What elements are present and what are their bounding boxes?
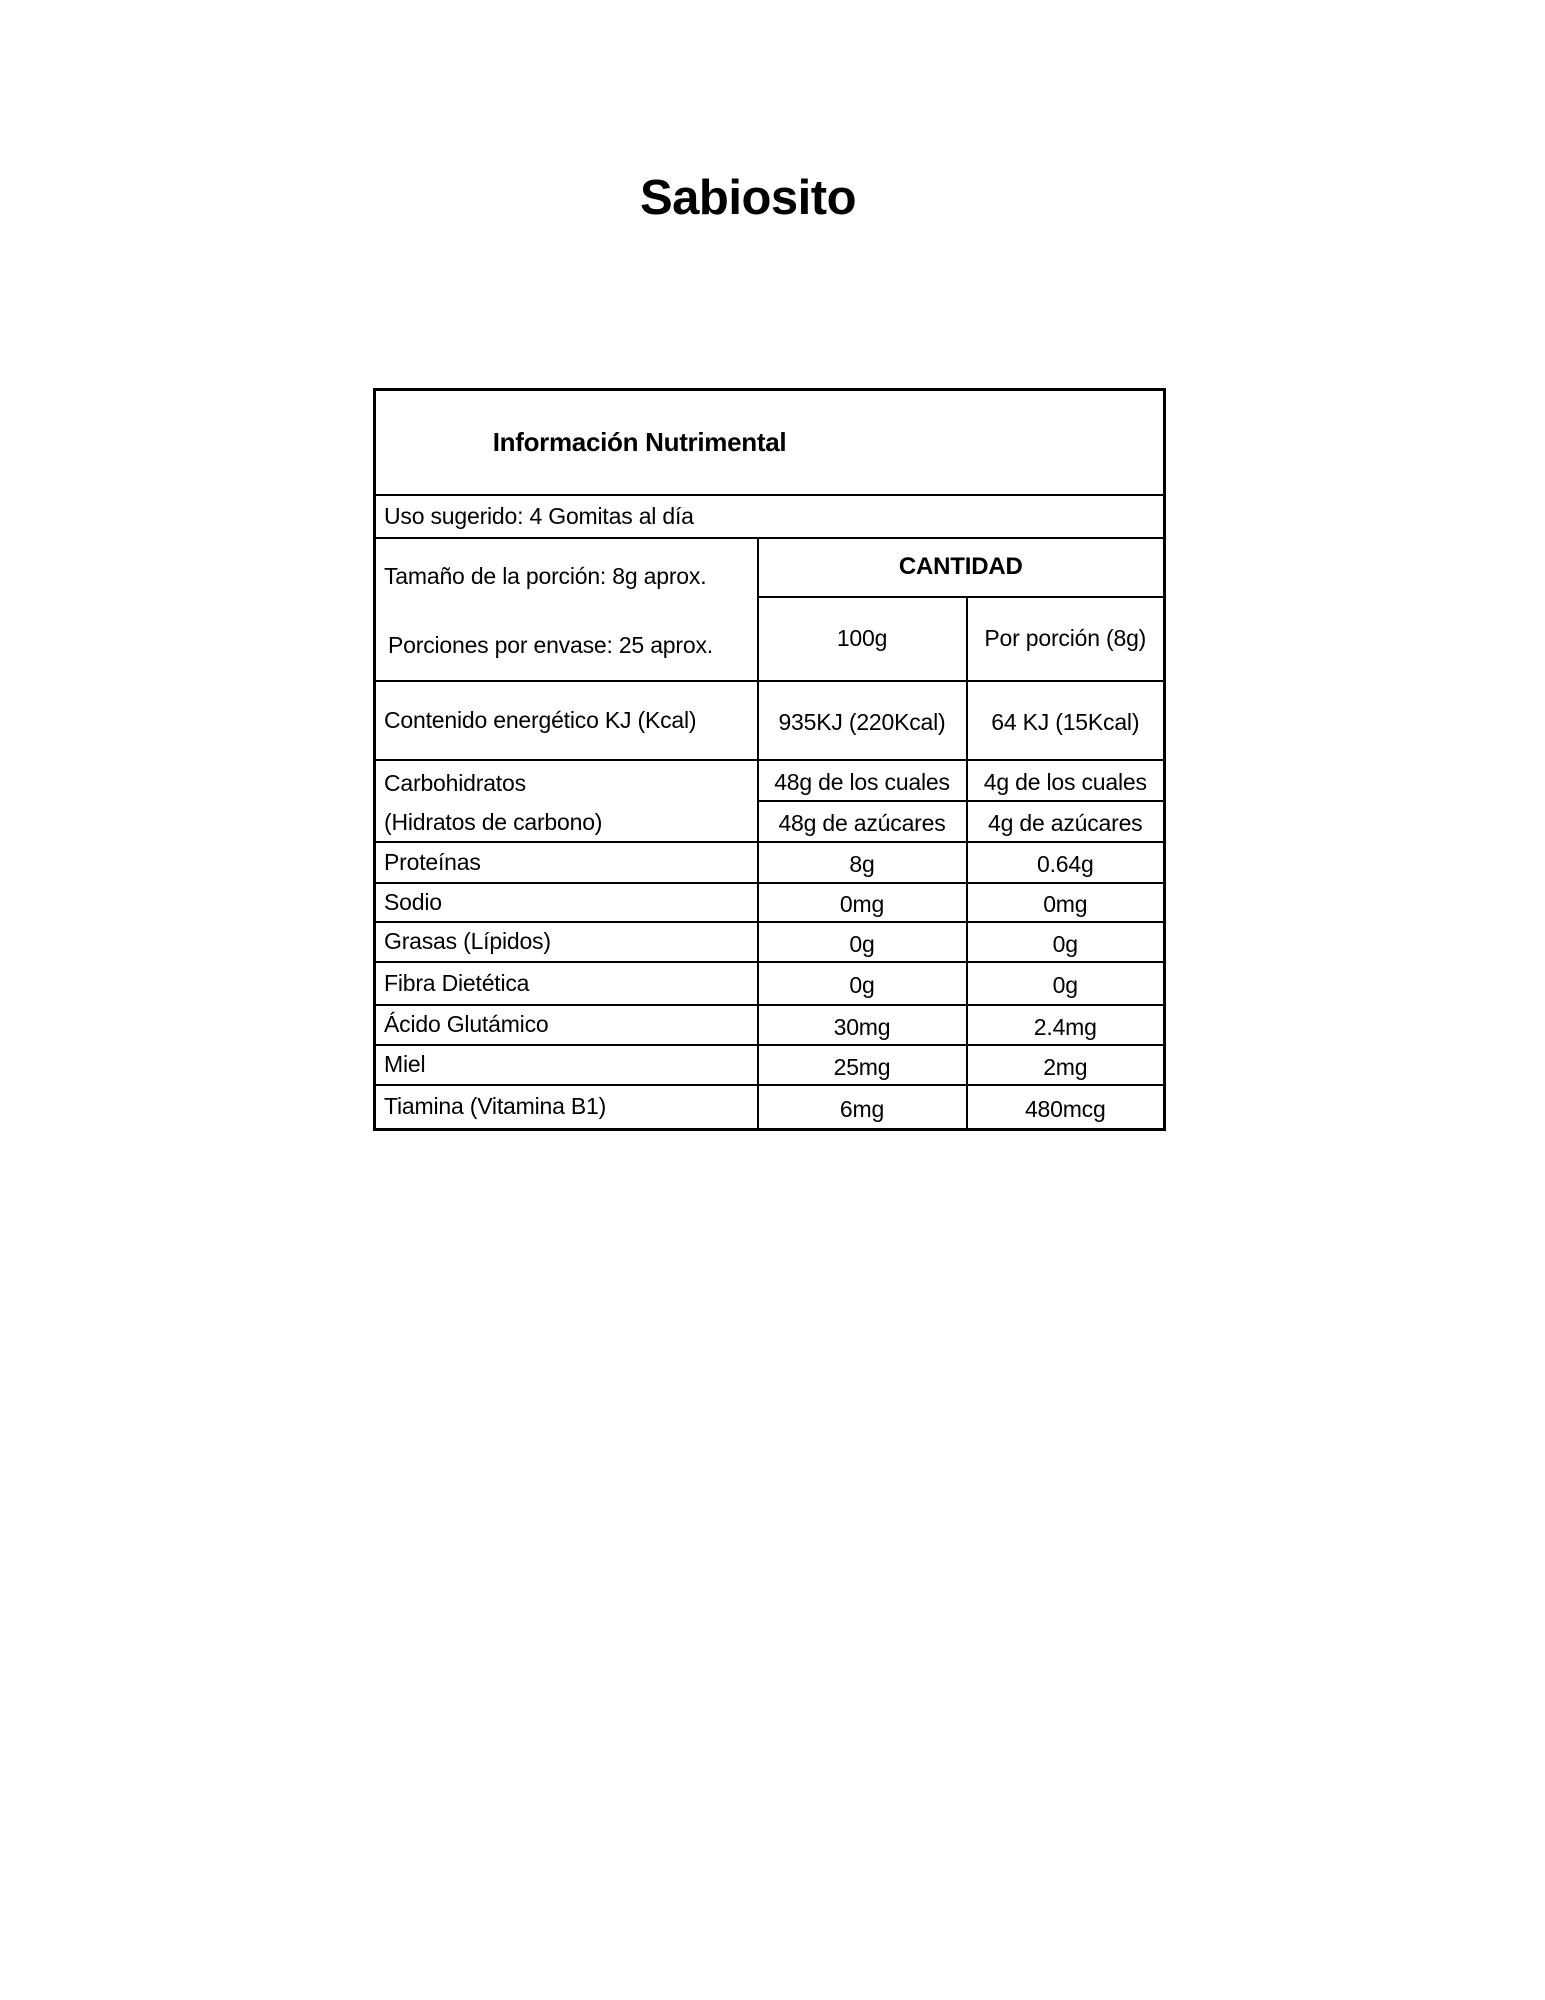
nutrient-label: Fibra Dietética <box>375 962 758 1005</box>
serving-size-text: Tamaño de la porción: 8g aprox. <box>384 562 707 589</box>
nutrient-row <box>375 1045 1165 1085</box>
nutrition-facts-table <box>373 388 1166 1131</box>
nutrient-label: Proteínas <box>375 842 758 883</box>
suggested-use-cell: Uso sugerido: 4 Gomitas al día <box>375 495 1165 538</box>
nutrient-label: Sodio <box>375 883 758 922</box>
nutrient-row <box>375 883 1165 922</box>
nutrient-value-portion: 0mg <box>967 883 1165 922</box>
carbs-value-portion-line1: 4g de los cuales <box>967 760 1165 801</box>
nutrient-row <box>375 922 1165 962</box>
energy-value-100g: 935KJ (220Kcal) <box>758 681 967 760</box>
quantity-header-cell: CANTIDAD <box>758 538 1165 597</box>
nutrient-label: Miel <box>375 1045 758 1085</box>
nutrient-label: Tiamina (Vitamina B1) <box>375 1085 758 1130</box>
page-title: Sabiosito <box>639 171 857 225</box>
nutrient-value-portion: 0.64g <box>967 842 1165 883</box>
nutrient-value-100g: 0g <box>758 962 967 1005</box>
carbs-value-100g-line1: 48g de los cuales <box>758 760 967 801</box>
nutrient-label: Ácido Glutámico <box>375 1005 758 1045</box>
carbs-label-line1: Carbohidratos <box>384 769 526 796</box>
column-header-100g: 100g <box>758 597 967 681</box>
carbs-value-portion-line2: 4g de azúcares <box>967 801 1165 842</box>
nutrient-value-100g: 8g <box>758 842 967 883</box>
energy-label: Contenido energético KJ (Kcal) <box>375 681 758 760</box>
table-row <box>375 760 1165 801</box>
nutrient-value-portion: 0g <box>967 922 1165 962</box>
servings-per-container-text: Porciones por envase: 25 aprox. <box>388 632 713 659</box>
table-row <box>375 681 1165 760</box>
serving-info-cell <box>375 538 758 681</box>
nutrient-value-100g: 6mg <box>758 1085 967 1130</box>
nutrient-value-100g: 0g <box>758 922 967 962</box>
nutrient-label: Grasas (Lípidos) <box>375 922 758 962</box>
nutrient-row <box>375 842 1165 883</box>
nutrient-value-portion: 2.4mg <box>967 1005 1165 1045</box>
carbs-label-line2: (Hidratos de carbono) <box>384 808 603 835</box>
table-row <box>375 495 1165 538</box>
energy-value-portion: 64 KJ (15Kcal) <box>967 681 1165 760</box>
table-row <box>375 390 1165 495</box>
nutrient-value-100g: 30mg <box>758 1005 967 1045</box>
table-row <box>375 538 1165 597</box>
nutrient-value-portion: 480mcg <box>967 1085 1165 1130</box>
nutrient-row <box>375 1085 1165 1130</box>
nutrient-value-100g: 0mg <box>758 883 967 922</box>
table-header: Información Nutrimental <box>375 390 1165 495</box>
nutrient-row <box>375 1005 1165 1045</box>
carbs-label-cell <box>375 760 758 842</box>
column-header-portion: Por porción (8g) <box>967 597 1165 681</box>
nutrient-value-100g: 25mg <box>758 1045 967 1085</box>
carbs-value-100g-line2: 48g de azúcares <box>758 801 967 842</box>
nutrient-row <box>375 962 1165 1005</box>
nutrient-value-portion: 2mg <box>967 1045 1165 1085</box>
nutrient-value-portion: 0g <box>967 962 1165 1005</box>
